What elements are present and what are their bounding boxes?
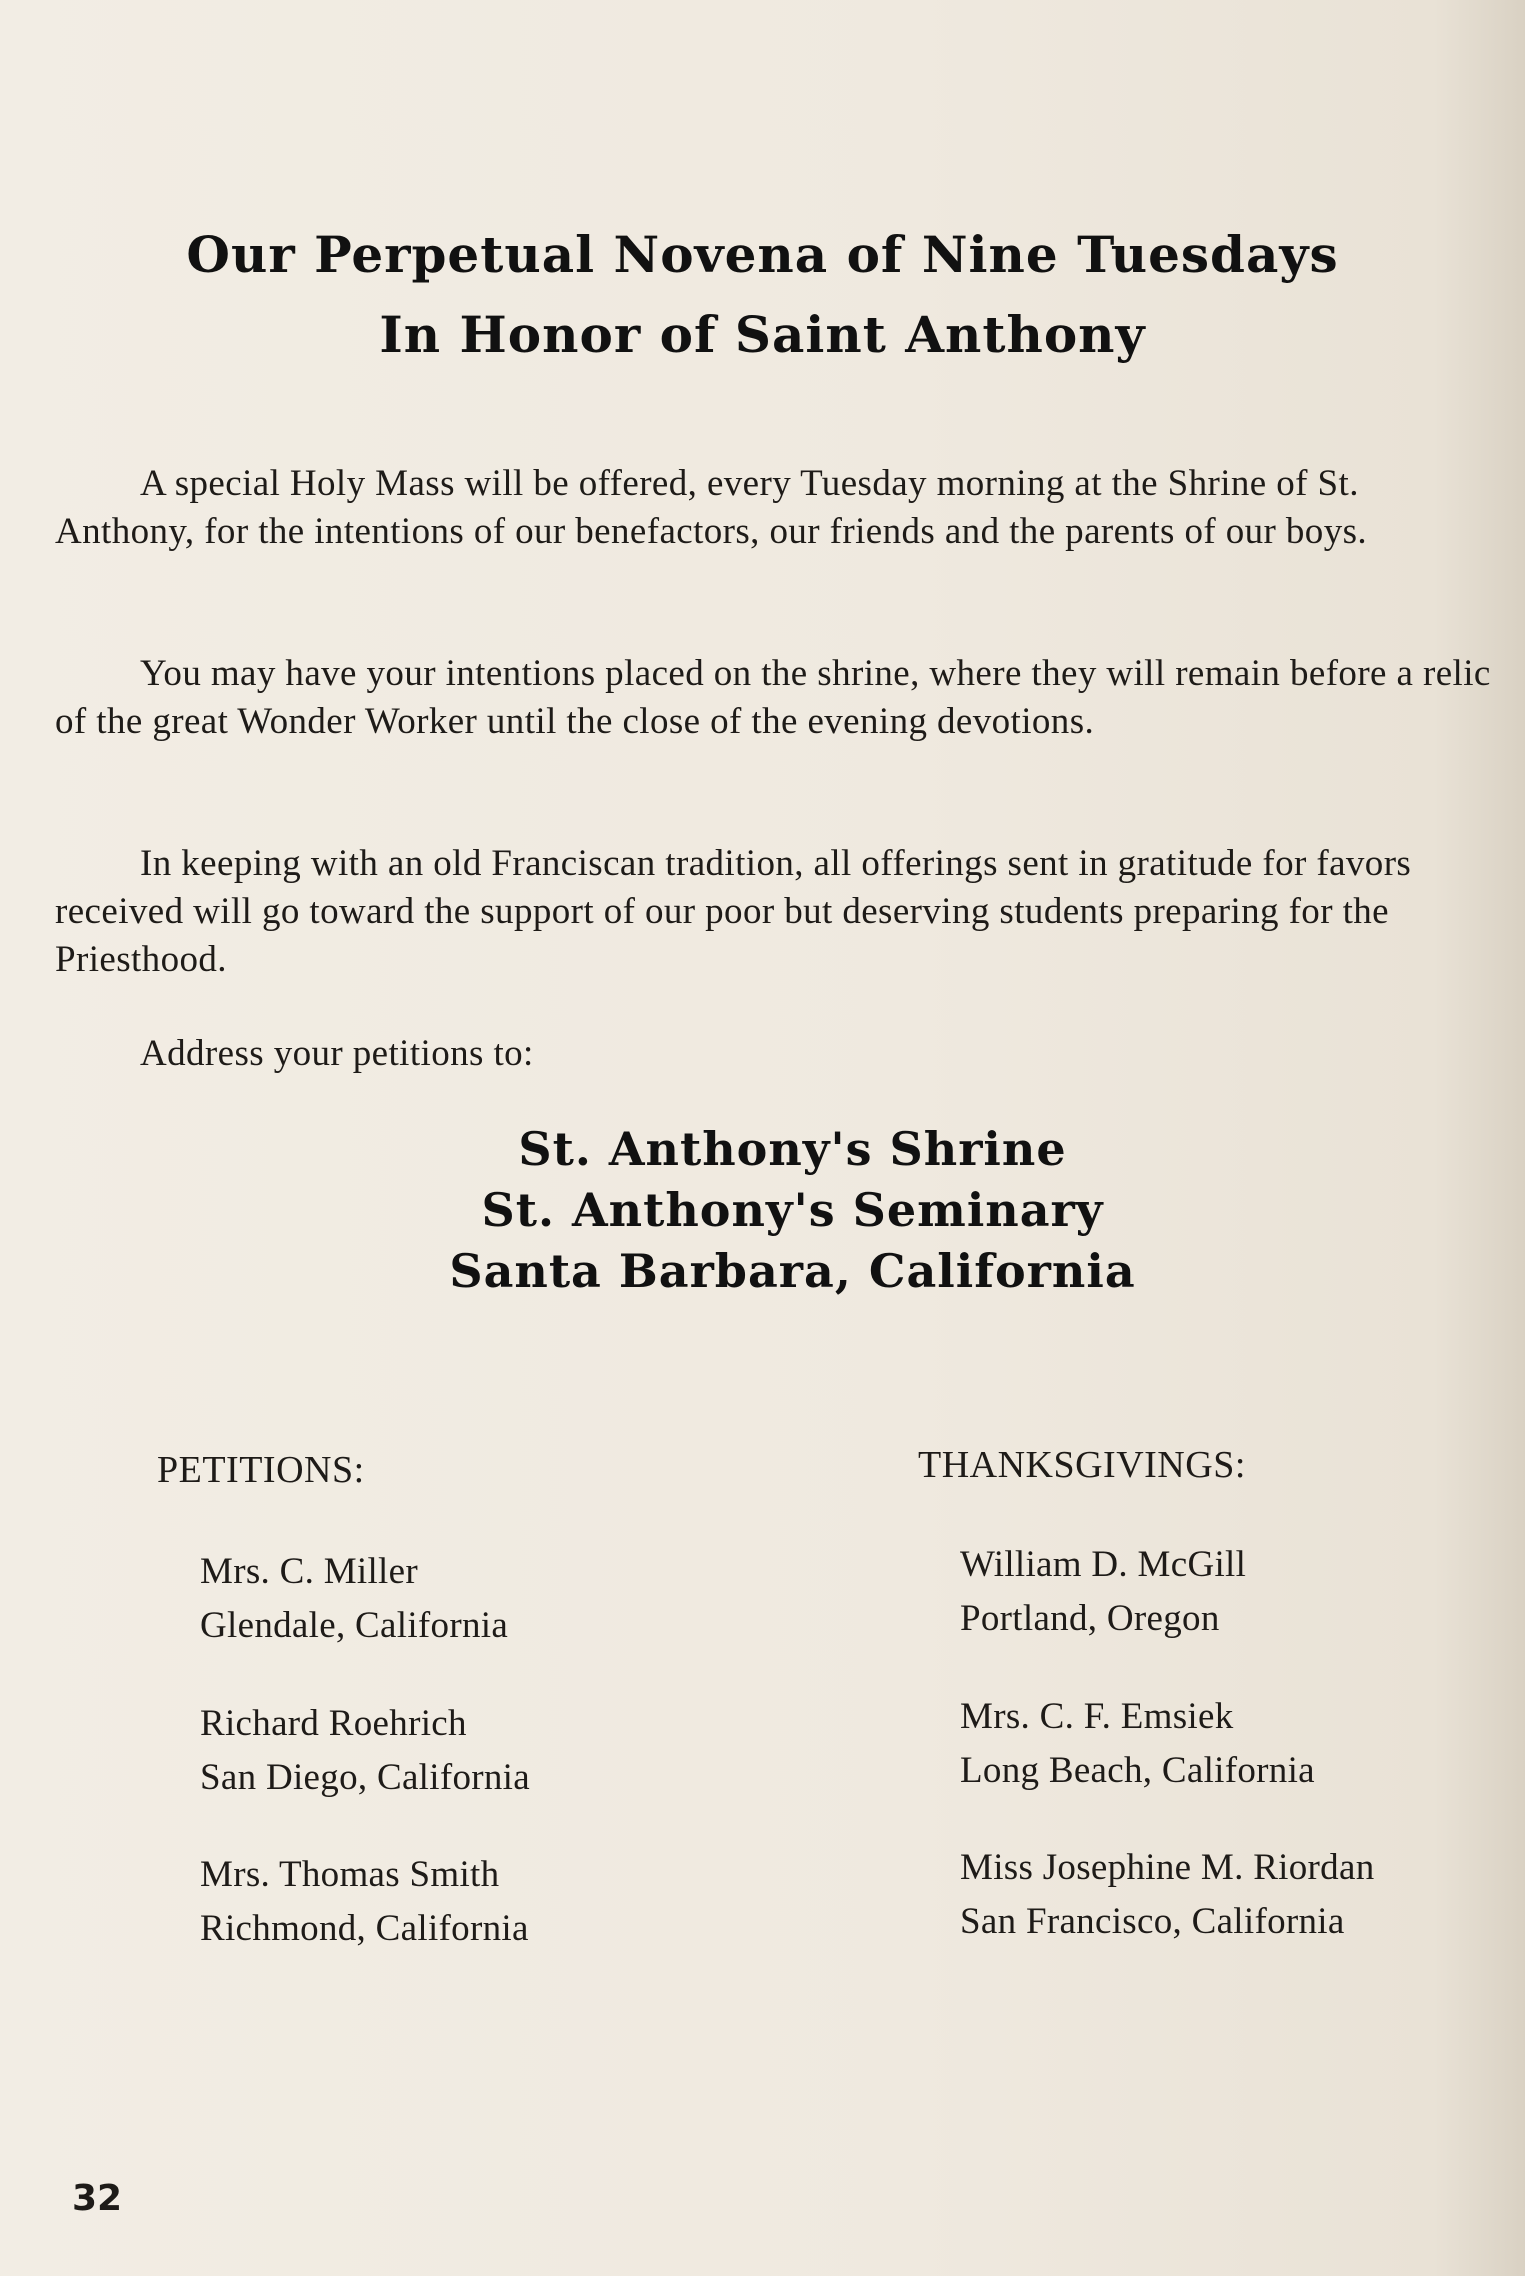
paragraph-text: In keeping with an old Franciscan tradition, all offerings sent in gratitude for favors received will go toward the support of our poor but deserving students preparing for the Priesthood. <box>55 843 1412 980</box>
paragraph-text: You may have your intentions placed on the shrine, where they will remain before a relic of the great Wonder Worker until the close of the evening devotions. <box>55 653 1491 742</box>
page-title: Our Perpetual Novena of Nine Tuesdays <box>186 225 1339 284</box>
petitions-heading: PETITIONS: <box>157 1449 365 1491</box>
thanksgiving-entry <box>960 1841 1375 1949</box>
thanksgiving-name: Mrs. C. F. Emsiek <box>960 1696 1234 1737</box>
petition-name: Mrs. C. Miller <box>200 1551 418 1592</box>
address-line-seminary: St. Anthony's Seminary <box>481 1183 1104 1237</box>
thanksgiving-name: William D. McGill <box>960 1544 1247 1585</box>
paragraph-text: A special Holy Mass will be offered, every Tuesday morning at the Shrine of St. Anthony, for the intentions of our benefactors, our friends and the parents of our boys. <box>55 463 1368 552</box>
petition-place: San Diego, California <box>200 1757 530 1798</box>
paragraph-intentions <box>55 650 1500 746</box>
thanksgiving-entry <box>960 1538 1246 1646</box>
paragraph-address-intro <box>55 1030 1500 1078</box>
thanksgiving-entry <box>960 1690 1315 1798</box>
paragraph-text: Address your petitions to: <box>140 1033 534 1074</box>
petition-name: Richard Roehrich <box>200 1703 467 1744</box>
petition-entry <box>200 1545 508 1653</box>
petition-entry <box>200 1848 529 1956</box>
petition-place: Richmond, California <box>200 1908 529 1949</box>
page-subtitle: In Honor of Saint Anthony <box>379 305 1146 364</box>
page-number: 32 <box>72 2178 123 2219</box>
thanksgiving-place: Long Beach, California <box>960 1750 1315 1791</box>
thanksgiving-place: Portland, Oregon <box>960 1598 1220 1639</box>
address-line-shrine: St. Anthony's Shrine <box>518 1122 1067 1176</box>
petition-entry <box>200 1697 530 1805</box>
thanksgiving-name: Miss Josephine M. Riordan <box>960 1847 1375 1888</box>
paragraph-offerings <box>55 840 1500 984</box>
petition-name: Mrs. Thomas Smith <box>200 1854 500 1895</box>
petition-place: Glendale, California <box>200 1605 509 1646</box>
thanksgiving-place: San Francisco, California <box>960 1901 1345 1942</box>
paragraph-holy-mass <box>55 460 1500 556</box>
thanksgivings-heading: THANKSGIVINGS: <box>918 1444 1246 1486</box>
address-line-city: Santa Barbara, California <box>449 1244 1136 1298</box>
